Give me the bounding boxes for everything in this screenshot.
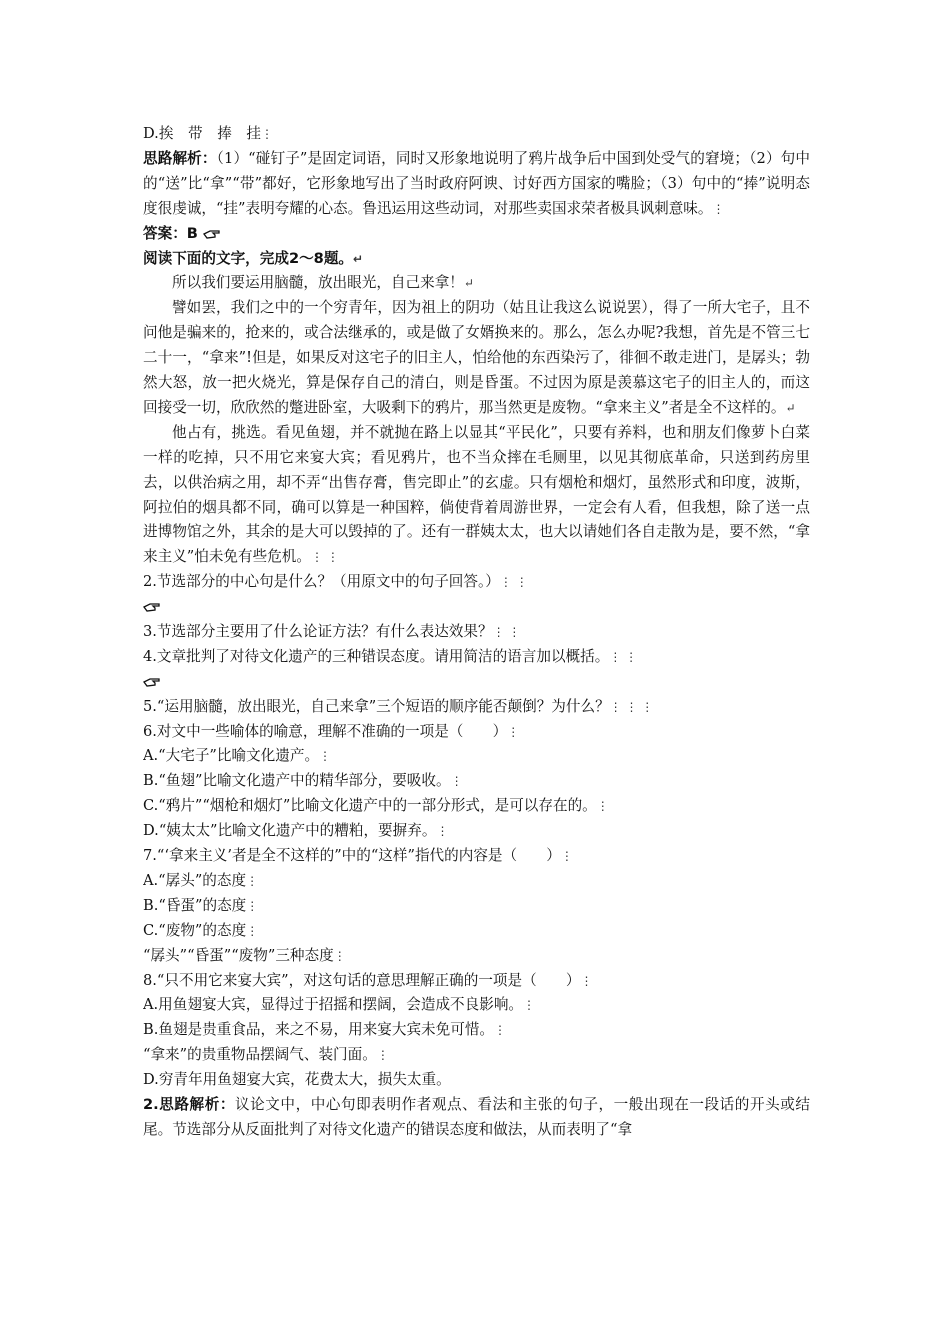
question-6: 6.对文中一些喻体的喻意，理解不准确的一项是（ ）⋮ bbox=[143, 722, 520, 740]
question-7: 7.“‘拿来主义’者是全不这样的”中的“这样”指代的内容是（ ）⋮ bbox=[143, 847, 573, 865]
question-8-option-c: “拿来”的贵重物品摆阔气、装门面。⋮ bbox=[143, 1046, 389, 1064]
solution-1: 思路解析：（1）“碰钉子”是固定词语，同时又形象地说明了鸦片战争后中国到处受气的窘境；（2）句中的“送”比“拿”“带”都好，它形象地写出了当时政府阿谀、讨好西方国家的嘴脸；（3）句中的“捧”说明态度很虔诚，“挂”表明夸耀的心态。鲁迅运用这些动词，对那些卖国求荣者极具讽刺意味。⋮ bbox=[143, 149, 810, 217]
question-6-option-d: D.“姨太太”比喻文化遗产中的糟粕，要摒弃。⋮ bbox=[143, 822, 449, 840]
reading-instruction: 阅读下面的文字，完成2～8题。↵ bbox=[143, 249, 364, 267]
hand-pointer-icon bbox=[143, 601, 161, 613]
question-7-option-c: C.“废物”的态度⋮ bbox=[143, 921, 259, 939]
question-5: 5.“运用脑髓，放出眼光，自己来拿”三个短语的顺序能否颠倒？为什么？⋮ ⋮ ⋮ bbox=[143, 697, 654, 715]
passage-paragraph-1: 所以我们要运用脑髓，放出眼光，自己来拿！↵ bbox=[172, 274, 474, 292]
question-6-option-c: C.“鸦片”“烟枪和烟灯”比喻文化遗产中的一部分形式，是可以存在的。⋮ bbox=[143, 797, 609, 815]
hand-pointer-row bbox=[143, 670, 810, 695]
question-7-option-a: A.“孱头”的态度⋮ bbox=[143, 871, 259, 889]
answer-label: 答案： bbox=[143, 224, 187, 242]
hand-pointer-icon bbox=[143, 676, 161, 688]
document-page bbox=[143, 122, 810, 1143]
question-8-option-d: D.穷青年用鱼翅宴大宾，花费太大，损失太重。 bbox=[143, 1071, 451, 1089]
question-7-option-d: “孱头”“昏蛋”“废物”三种态度⋮ bbox=[143, 946, 346, 964]
solution-2: 2.思路解析：议论文中，中心句即表明作者观点、看法和主张的句子，一般出现在一段话的开头或结尾。节选部分从反面批判了对待文化遗产的错误态度和做法，从而表明了“拿 bbox=[143, 1095, 810, 1138]
question-8: 8.“只不用它来宴大宾”，对这句话的意思理解正确的一项是（ ）⋮ bbox=[143, 971, 593, 989]
question-6-option-a: A.“大宅子”比喻文化遗产。⋮ bbox=[143, 747, 332, 765]
option-d-line: D.挨 带 捧 挂⋮ bbox=[143, 125, 273, 142]
answer-line bbox=[143, 222, 810, 247]
answer-value: B bbox=[186, 224, 198, 242]
question-8-option-a: A.用鱼翅宴大宾，显得过于招摇和摆阔，会造成不良影响。⋮ bbox=[143, 996, 536, 1014]
hand-pointer-icon bbox=[203, 228, 221, 240]
question-7-option-b: B.“昏蛋”的态度⋮ bbox=[143, 896, 259, 914]
solution-label: 2.思路解析： bbox=[143, 1095, 235, 1113]
passage-paragraph-2: 譬如罢，我们之中的一个穷青年，因为祖上的阴功（姑且让我这么说说罢），得了一所大宅子，且不问他是骗来的，抢来的，或合法继承的，或是做了女婿换来的。那么，怎么办呢?我想，首先是不管三七二十一，“拿来”!但是，如果反对这宅子的旧主人，怕给他的东西染污了，徘徊不敢走进门，是孱头；勃然大怒，放一把火烧光，算是保存自己的清白，则是昏蛋。不过因为原是羡慕这宅子的旧主人的，而这回接受一切，欣欣然的蹩进卧室，大吸剩下的鸦片，那当然更是废物。“拿来主义”者是全不这样的。↵ bbox=[143, 299, 810, 416]
question-6-option-b: B.“鱼翅”比喻文化遗产中的精华部分，要吸收。⋮ bbox=[143, 772, 463, 790]
question-2: 2.节选部分的中心句是什么？（用原文中的句子回答。）⋮ ⋮ bbox=[143, 573, 528, 591]
question-8-option-b: B.鱼翅是贵重食品，来之不易，用来宴大宾未免可惜。⋮ bbox=[143, 1021, 507, 1039]
question-3: 3.节选部分主要用了什么论证方法？有什么表达效果？⋮ ⋮ bbox=[143, 623, 521, 641]
passage-paragraph-3: 他占有，挑选。看见鱼翅，并不就抛在路上以显其“平民化”，只要有养料，也和朋友们像萝卜白菜一样的吃掉，只不用它来宴大宾；看见鸦片，也不当众摔在毛厕里，以见其彻底革命，只送到药房里去，以供治病之用，却不弄“出售存膏，售完即止”的玄虚。只有烟枪和烟灯，虽然形式和印度，波斯，阿拉伯的烟具都不同，确可以算是一种国粹，倘使背着周游世界，一定会有人看，但我想，除了送一点进博物馆之外，其余的是大可以毁掉的了。还有一群姨太太，也大以请她们各自走散为是，要不然，“拿来主义”怕未免有些危机。⋮ ⋮ bbox=[143, 423, 810, 566]
hand-pointer-row bbox=[143, 595, 810, 620]
solution-label: 思路解析： bbox=[143, 149, 217, 167]
question-4: 4.文章批判了对待文化遗产的三种错误态度。请用简洁的语言加以概括。⋮ ⋮ bbox=[143, 647, 638, 665]
